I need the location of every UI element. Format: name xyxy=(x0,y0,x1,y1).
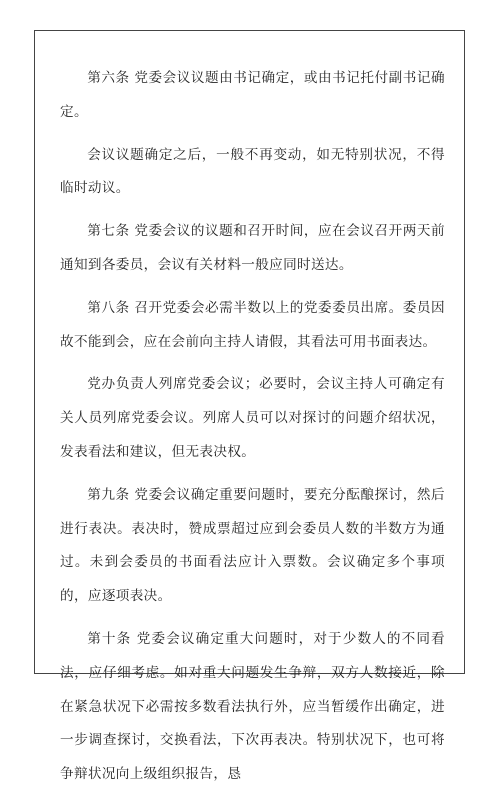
paragraph-article-10: 第十条 党委会议确定重大问题时，对于少数人的不同看法，应仔细考虑。如对重大问题发生争辩，双方人数接近，除在紧急状况下必需按多数看法执行外，应当暂缓作出确定，进一步调查探讨，交换看法，下次再表决。特别状况下，也可将争辩状况向上级组织报告，恳 xyxy=(60,630,445,783)
paragraph-article-6-detail: 会议议题确定之后，一般不再变动，如无特别状况，不得临时动议。 xyxy=(60,146,445,197)
document-body xyxy=(60,62,445,801)
paragraph-article-9: 第九条 党委会议确定重要问题时，要充分酝酿探讨，然后进行表决。表决时，赞成票超过应到会委员人数的半数方为通过。未到会委员的书面看法应计入票数。会议确定多个事项的，应逐项表决。 xyxy=(60,486,445,605)
paragraph-article-8-detail: 党办负责人列席党委会议；必要时，会议主持人可确定有关人员列席党委会议。列席人员可以对探讨的问题介绍状况，发表看法和建议，但无表决权。 xyxy=(60,376,445,460)
paragraph-article-8: 第八条 召开党委会必需半数以上的党委委员出席。委员因故不能到会，应在会前向主持人请假，其看法可用书面表达。 xyxy=(60,299,445,350)
paragraph-article-7: 第七条 党委会议的议题和召开时间，应在会议召开两天前通知到各委员，会议有关材料一般应同时送达。 xyxy=(60,223,445,273)
paragraph-article-6: 第六条 党委会议议题由书记确定，或由书记托付副书记确定。 xyxy=(60,70,445,120)
